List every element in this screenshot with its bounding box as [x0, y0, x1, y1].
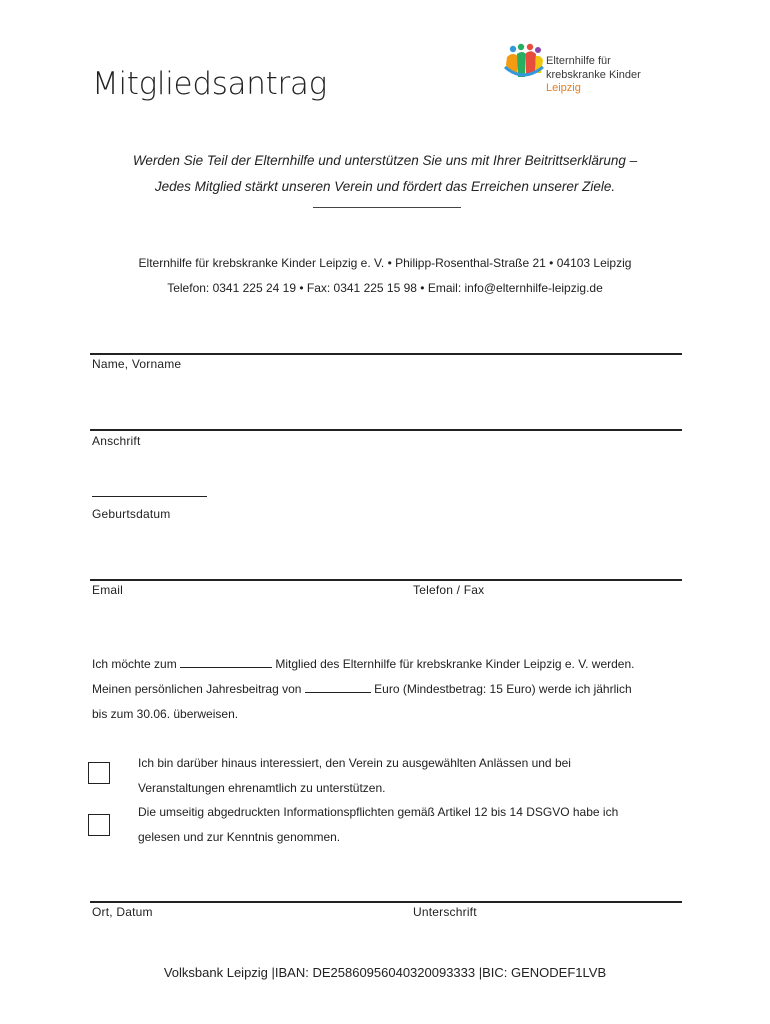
logo-line-3: Leipzig: [546, 82, 581, 94]
volunteer-text-line-1: Ich bin darüber hinaus interessiert, den Verein zu ausgewählten Anlässen und bei: [138, 756, 571, 770]
intro-line-1: Werden Sie Teil der Elternhilfe und unterstützen Sie uns mit Ihrer Beitrittserklärung –: [132, 153, 638, 168]
membership-line-1: [92, 657, 634, 671]
fee-amount-blank[interactable]: [305, 692, 371, 693]
name-field-line[interactable]: [90, 353, 682, 355]
logo-line-2: krebskranke Kinder: [546, 68, 641, 81]
intro-line-2: Jedes Mitglied stärkt unseren Verein und fördert das Erreichen unserer Ziele.: [154, 179, 616, 194]
phone-field-label: Telefon / Fax: [413, 583, 485, 597]
signature-label: Unterschrift: [413, 905, 477, 919]
membership-line-1-start: Ich möchte zum: [92, 657, 177, 671]
volunteer-text-line-2: Veranstaltungen ehrenamtlich zu unterstützen.: [138, 781, 386, 795]
membership-line-2-end: Euro (Mindestbetrag: 15 Euro) werde ich jährlich: [374, 682, 632, 696]
logo-figure-head-purple: [535, 47, 541, 53]
membership-line-3: bis zum 30.06. überweisen.: [92, 707, 239, 721]
membership-line-2-start: Meinen persönlichen Jahresbeitrag von: [92, 682, 302, 696]
logo-figure-head-blue: [510, 46, 516, 52]
membership-line-1-end: Mitglied des Elternhilfe für krebskranke Kinder Leipzig e. V. werden.: [275, 657, 635, 671]
address-line-2: Telefon: 0341 225 24 19 • Fax: 0341 225 15 98 • Email: info@elternhilfe-leipzig.de: [167, 281, 603, 295]
signature-field-line[interactable]: [90, 901, 682, 903]
bank-details-footer: Volksbank Leipzig |IBAN: DE25860956040320093333 |BIC: GENODEF1LVB: [163, 965, 607, 980]
email-field-label: Email: [92, 583, 124, 597]
logo-figure-head-green: [518, 44, 524, 50]
birthdate-field-label: Geburtsdatum: [92, 507, 171, 521]
volunteer-checkbox[interactable]: [88, 762, 110, 784]
logo-text: [546, 55, 641, 96]
gdpr-text-line-1: Die umseitig abgedruckten Informationspflichten gemäß Artikel 12 bis 14 DSGVO habe ich: [138, 805, 619, 819]
intro-separator: [313, 207, 461, 208]
name-field-label: Name, Vorname: [92, 357, 182, 371]
address-field-line[interactable]: [90, 429, 682, 431]
place-date-label: Ort, Datum: [92, 905, 153, 919]
logo-line-1: Elternhilfe für: [546, 55, 611, 67]
logo-figure-head-red: [527, 44, 533, 50]
gdpr-checkbox[interactable]: [88, 814, 110, 836]
membership-line-2: [92, 682, 632, 696]
page-title: Mitgliedsantrag: [92, 66, 327, 102]
address-line-1: Elternhilfe für krebskranke Kinder Leipzig e. V. • Philipp-Rosenthal-Straße 21 • 04103 Leipzig: [138, 256, 632, 270]
address-field-label: Anschrift: [92, 434, 141, 448]
birthdate-field-line[interactable]: [92, 496, 207, 497]
contact-field-line[interactable]: [90, 579, 682, 581]
start-date-blank[interactable]: [180, 667, 272, 668]
gdpr-text-line-2: gelesen und zur Kenntnis genommen.: [138, 830, 341, 844]
